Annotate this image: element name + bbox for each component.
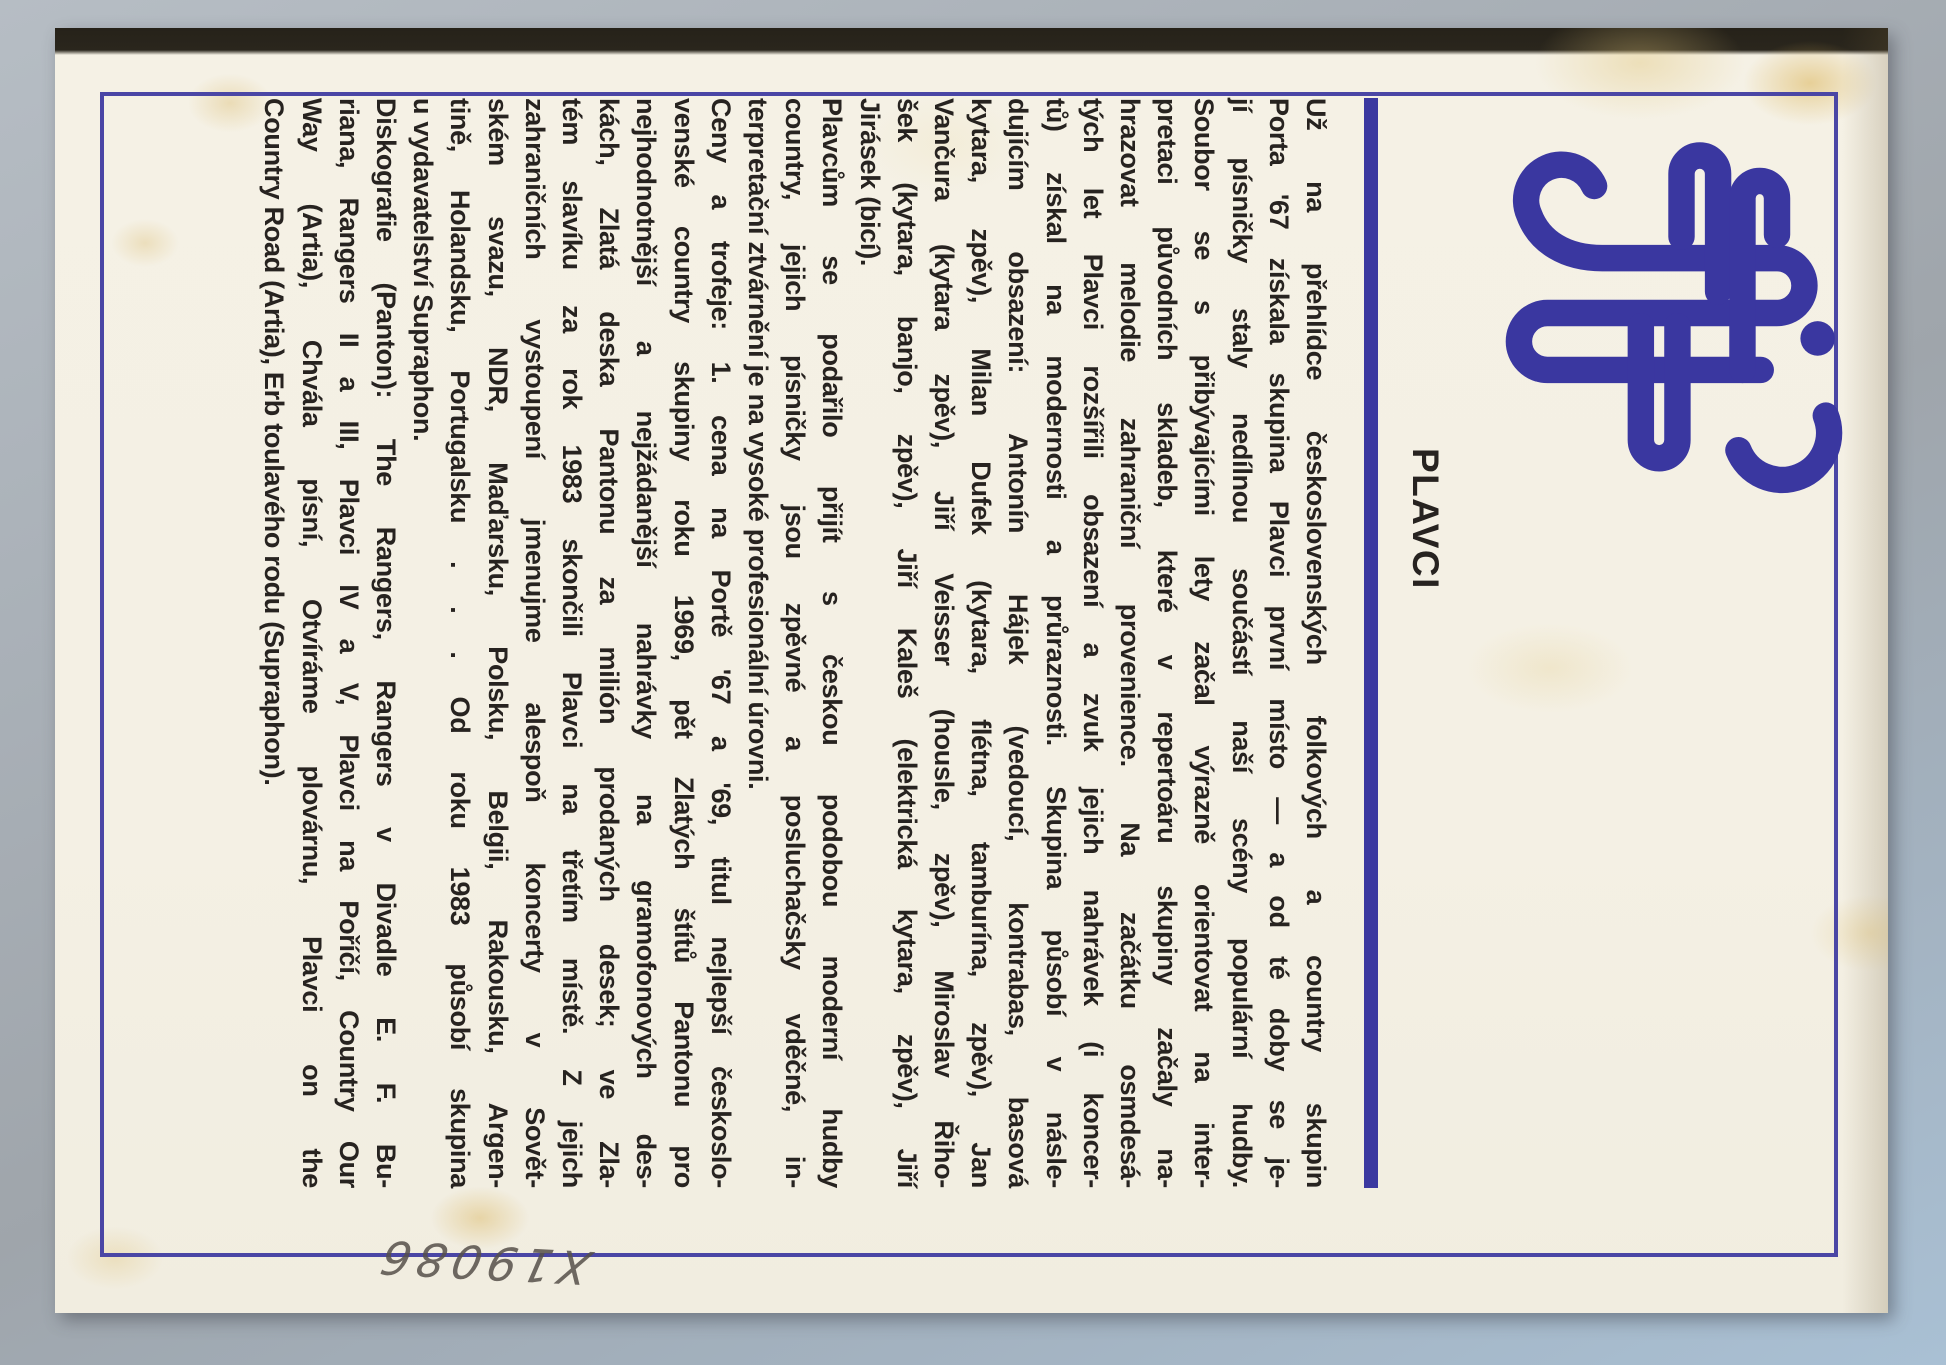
logo-dot	[1800, 321, 1835, 356]
text-line: Plavcům se podařilo přijít s českou podobou moderní hudby	[817, 98, 848, 1188]
text-line: Soubor se s přibývajícími lety začal výrazně orientovat na inter-	[1189, 98, 1220, 1188]
body-text	[255, 98, 1334, 1188]
text-line: Ceny a trofeje: 1. cena na Portě '67 a '69, titul nejlepší českoslo-	[705, 98, 736, 1188]
text-line: Porta '67 získala skupina Plavci první místo — a od té doby se je-	[1263, 98, 1294, 1188]
text-line: terpretační ztvárnění je na vysoké profesionální úrovni.	[742, 98, 773, 790]
text-line: ském svazu, NDR, Maďarsku, Polsku, Belgii, Rakousku, Argen-	[482, 98, 513, 1188]
text-line: nejhodnotnější a nejžádanější nahrávky na gramofonových des-	[631, 98, 662, 1188]
text-line: tině, Holandsku, Portugalsku . . . Od roku 1983 působí skupina	[445, 98, 476, 1188]
postcard-back	[55, 28, 1888, 1313]
handwritten-code: X19086	[370, 1229, 596, 1295]
text-line: pretaci původních skladeb, které v repertoáru skupiny začaly na-	[1152, 98, 1183, 1188]
text-line: zahraničních vystoupení jmenujme alespoň koncerty v Sovět-	[519, 98, 550, 1188]
text-line: Way (Artia), Chvála písní, Otvíráme plovárnu, Plavci on the	[296, 98, 327, 1188]
text-line: Jirásek (bicí).	[854, 98, 885, 267]
text-line: Vančura (kytara zpěv), Jiří Veisser (housle, zpěv), Miroslav Řiho-	[928, 98, 959, 1188]
panton-logo-icon	[1440, 123, 1860, 501]
text-line: u vydavatelství Supraphon.	[408, 98, 439, 442]
text-line: tých let Plavci rozšířili obsazení a zvuk jejich nahrávek (i koncer-	[1077, 98, 1108, 1188]
text-line: jí písničky staly nedílnou součástí naší scény populární hudby.	[1226, 98, 1257, 1188]
card-title: PLAVCI	[1405, 448, 1446, 590]
text-line: hrazovat melodie zahraniční provenience. Na začátku osmdesá-	[1114, 98, 1145, 1188]
text-line: kách, Zlatá deska Pantonu za milión prodaných desek; ve Zla-	[594, 98, 625, 1188]
text-line: šek (kytara, banjo, zpěv), Jiří Kaleš (elektrická kytara, zpěv), Jiří	[891, 98, 922, 1188]
text-line: Country Road (Artia), Erb toulavého rodu (Supraphon).	[259, 98, 290, 786]
text-line: Diskografie (Panton): The Rangers, Rangers v Divadle E. F. Bu-	[370, 98, 401, 1188]
text-line: tém slavíku za rok 1983 skončili Plavci na třetím místě. Z jejich	[556, 98, 587, 1188]
text-line: country, jejich písničky jsou zpěvné a posluchačsky vděčné, in-	[780, 98, 811, 1188]
text-line: venské country skupiny roku 1969, pět Zlatých štítů Pantonu pro	[668, 98, 699, 1188]
text-line: tů) získal na modernosti a průraznosti. Skupina působí v násle-	[1040, 98, 1071, 1188]
text-line: dujícím obsazení: Antonín Hájek (vedoucí, kontrabas, basová	[1003, 98, 1034, 1188]
text-line: Už na přehlídce československých folkových a country skupin	[1301, 98, 1331, 1188]
text-line: riana, Rangers II a III, Plavci IV a V, Plavci na Poříčí, Country Our	[333, 98, 364, 1188]
text-line: kytara, zpěv), Milan Dufek (kytara, flétna, tamburína, zpěv), Jan	[966, 98, 997, 1188]
title-rule	[1364, 98, 1378, 1188]
